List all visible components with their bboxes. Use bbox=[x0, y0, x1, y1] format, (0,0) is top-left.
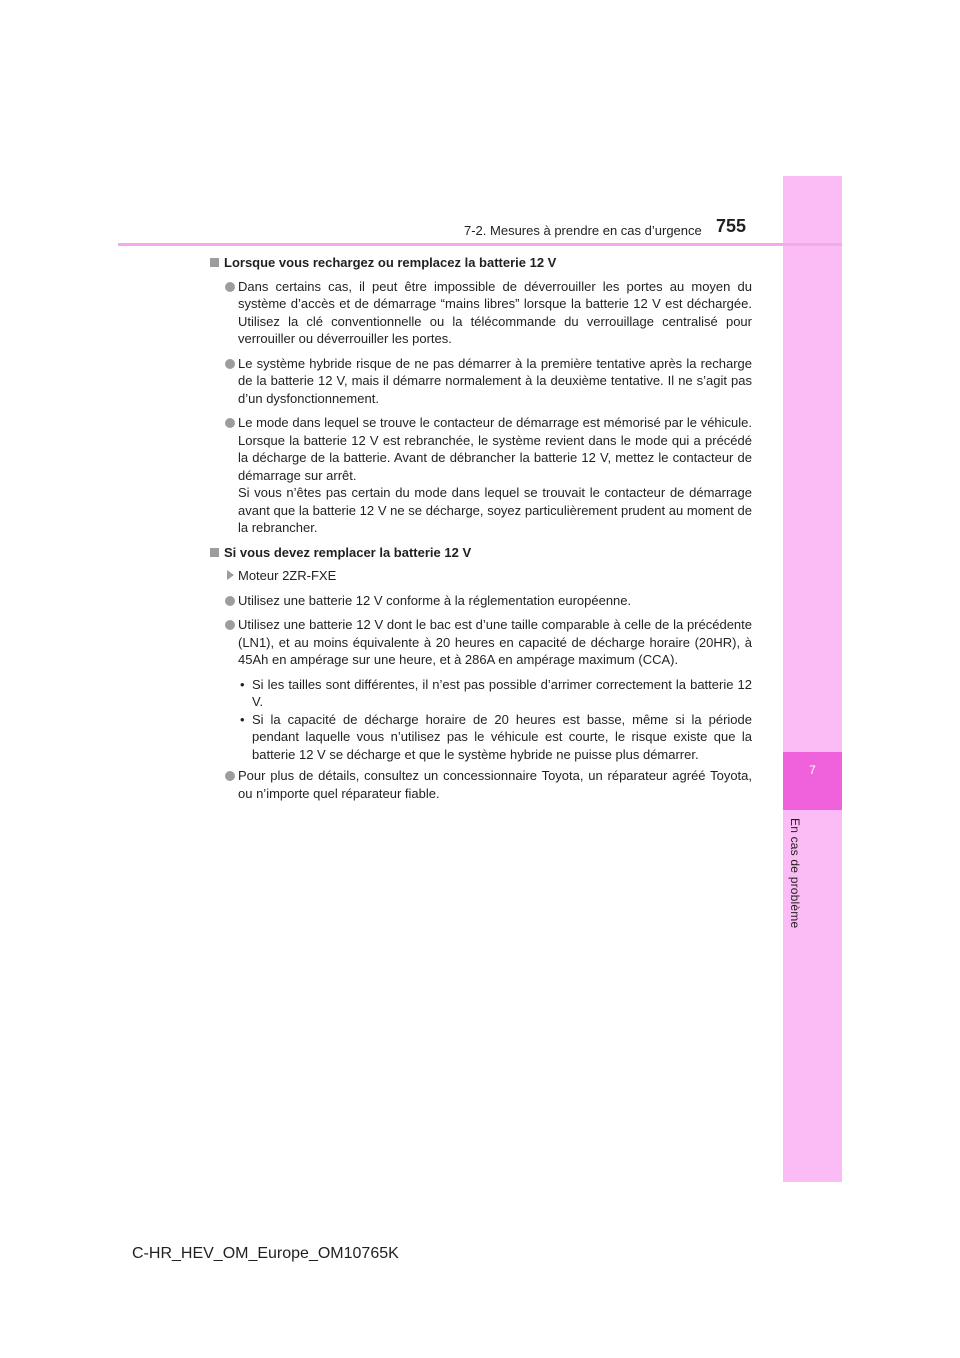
header-divider bbox=[118, 243, 842, 246]
list-item bbox=[210, 278, 752, 348]
small-bullet-icon: • bbox=[240, 676, 245, 692]
heading-text: Si vous devez remplacer la batterie 12 V bbox=[224, 544, 472, 560]
chapter-number: 7 bbox=[809, 763, 816, 777]
list-item bbox=[210, 616, 752, 669]
page-number: 755 bbox=[716, 216, 747, 236]
engine-label bbox=[210, 567, 752, 585]
item-text: Utilisez une batterie 12 V dont le bac est d’une taille comparable à celle de la précédente (LN1), et au moins équivalente à 20 heures en capacité de décharge horaire (20HR), à 45Ah en ampérage sur une heure, et à 286A en ampérage maximum (CCA). bbox=[238, 617, 752, 667]
small-bullet-icon: • bbox=[240, 711, 245, 727]
sub-item-text: Si les tailles sont différentes, il n’est pas possible d’arrimer correctement la batterie 12 V. bbox=[252, 676, 752, 709]
sub-list bbox=[210, 676, 752, 764]
sub-list-item bbox=[210, 711, 752, 764]
circle-bullet-icon bbox=[225, 282, 235, 292]
item-text: Moteur 2ZR-FXE bbox=[238, 568, 337, 583]
chapter-tab-active[interactable] bbox=[783, 752, 842, 810]
document-id: C-HR_HEV_OM_Europe_OM10765K bbox=[132, 1245, 399, 1262]
circle-bullet-icon bbox=[225, 359, 235, 369]
sub-list-item bbox=[210, 676, 752, 711]
square-bullet-icon bbox=[210, 548, 219, 557]
circle-bullet-icon bbox=[225, 620, 235, 630]
heading-text: Lorsque vous rechargez ou remplacez la batterie 12 V bbox=[224, 255, 557, 270]
circle-bullet-icon bbox=[225, 596, 235, 606]
circle-bullet-icon bbox=[225, 418, 235, 428]
chapter-side-tab bbox=[783, 176, 842, 1182]
circle-bullet-icon bbox=[225, 771, 235, 781]
arrow-bullet-icon bbox=[227, 570, 234, 580]
item-text: Pour plus de détails, consultez un concessionnaire Toyota, un réparateur agréé Toyota, ou n’importe quel réparateur fiable. bbox=[238, 768, 752, 801]
item-text: Utilisez une batterie 12 V conforme à la réglementation européenne. bbox=[238, 592, 632, 608]
section-heading bbox=[210, 544, 752, 562]
list-item bbox=[210, 767, 752, 802]
chapter-title: En cas de problème bbox=[788, 818, 802, 929]
sub-item-text: Si la capacité de décharge horaire de 20 heures est basse, même si la période pendant laquelle vous n’utilisez pas le véhicule est courte, le risque existe que la batterie 12 V se décharge et que le système hybride ne puisse plus démarrer. bbox=[252, 711, 752, 762]
item-text: Le mode dans lequel se trouve le contacteur de démarrage est mémorisé par le véhicule. Lorsque la batterie 12 V est rebranchée, le système revient dans le mode qui a précédé la décharge de la batterie. Avant de débrancher la batterie 12 V, mettez le contacteur de démarrage sur arrêt. bbox=[238, 415, 752, 483]
list-item bbox=[210, 355, 752, 408]
square-bullet-icon bbox=[210, 258, 219, 267]
list-item bbox=[210, 414, 752, 537]
item-text: Si vous n’êtes pas certain du mode dans lequel se trouvait le contacteur de démarrage avant que la batterie 12 V ne se décharge, soyez particulièrement prudent au moment de la rebrancher. bbox=[238, 485, 752, 535]
page-content bbox=[210, 254, 752, 809]
section-heading bbox=[210, 254, 752, 272]
list-item bbox=[210, 592, 752, 610]
item-text: Dans certains cas, il peut être impossible de déverrouiller les portes au moyen du système d’accès et de démarrage “mains libres” lorsque la batterie 12 V est déchargée. Utilisez la clé conventionnelle ou la télécommande du verrouillage centralisé pour verrouiller ou déverrouiller les portes. bbox=[238, 278, 752, 346]
section-header: 7-2. Mesures à prendre en cas d’urgence bbox=[464, 223, 702, 238]
item-text: Le système hybride risque de ne pas démarrer à la première tentative après la recharge de la batterie 12 V, mais il démarre normalement à la deuxième tentative. Il ne s’agit pas d’un dysfonctionnement. bbox=[238, 355, 752, 406]
